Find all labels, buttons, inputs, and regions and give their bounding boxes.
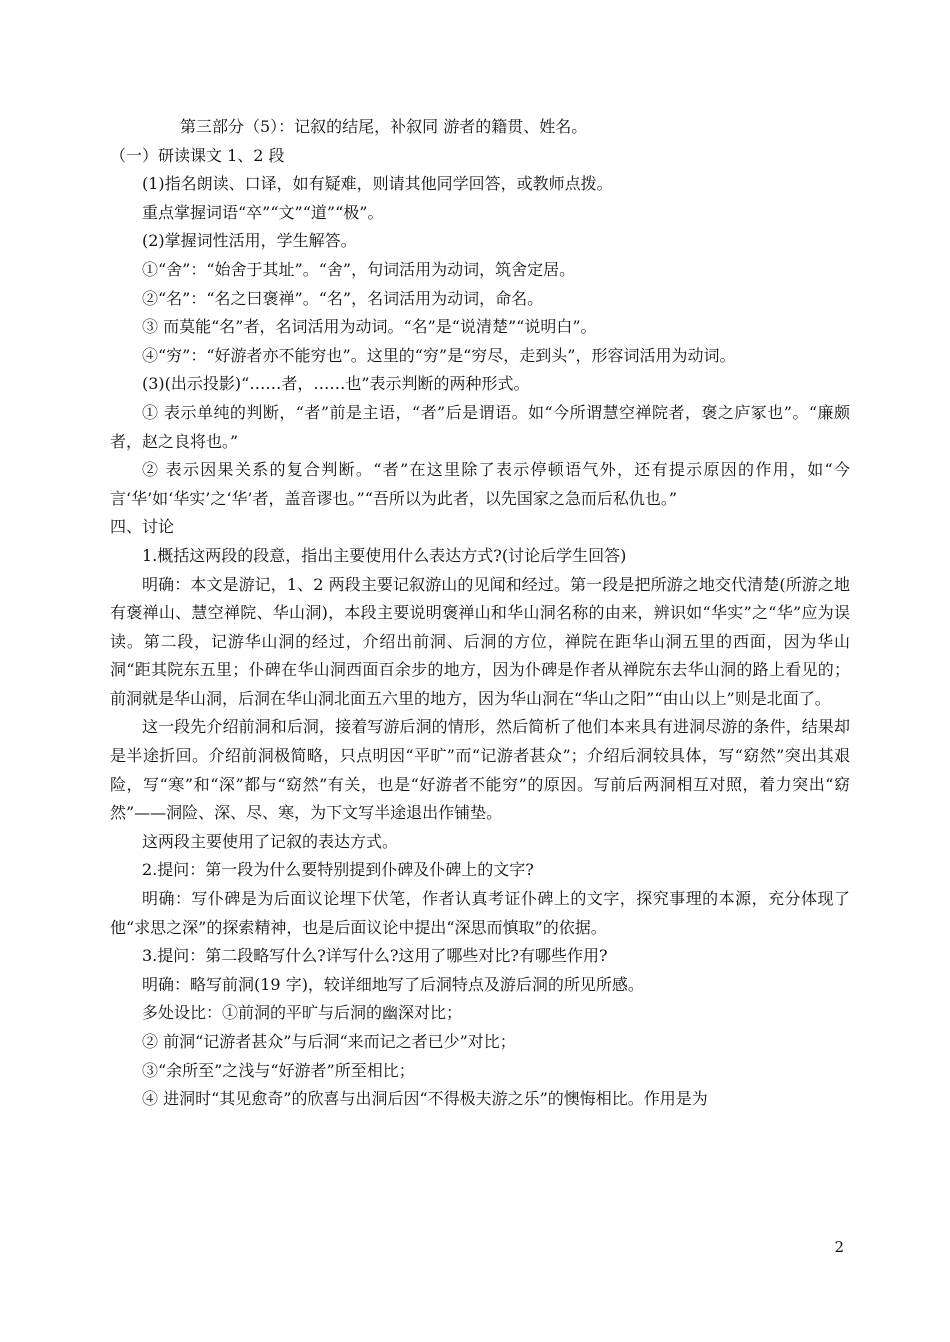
paragraph: 重点掌握词语“卒”“文”“道”“极”。 bbox=[142, 202, 384, 222]
paragraph: (2)掌握词性活用，学生解答。 bbox=[142, 231, 357, 251]
paragraph: 这两段主要使用了记叙的表达方式。 bbox=[142, 831, 399, 851]
document-body bbox=[110, 113, 850, 1114]
paragraph: 第三部分（5）：记叙的结尾，补叙同 游者的籍贯、姓名。 bbox=[180, 117, 588, 136]
paragraph: 明确：写仆碑是为后面议论埋下伏笔，作者认真考证仆碑上的文字，探究事理的本源，充分体现了他“求思之深”的探索精神，也是后面议论中提出“深思而慎取”的依据。 bbox=[110, 889, 850, 937]
paragraph: 3.提问：第二段略写什么?详写什么?这用了哪些对比?有哪些作用? bbox=[142, 946, 608, 966]
page-number: 2 bbox=[834, 1238, 844, 1256]
paragraph: ①“舍”：“始舍于其址”。“舍”，句词活用为动词，筑舍定居。 bbox=[142, 259, 576, 279]
paragraph: ③ 而莫能“名”者，名词活用为动词。“名”是“说清楚”“说明白”。 bbox=[142, 317, 597, 337]
paragraph: 2.提问：第一段为什么要特别提到仆碑及仆碑上的文字? bbox=[142, 860, 534, 880]
paragraph: ② 表示因果关系的复合判断。“者”在这里除了表示停顿语气外，还有提示原因的作用，如“今言‘华’如‘华实’之‘华’者，盖音谬也。”“吾所以为此者，以先国家之急而后私仇也。” bbox=[110, 460, 850, 508]
paragraph: 四、讨论 bbox=[110, 517, 175, 537]
paragraph: 这一段先介绍前洞和后洞，接着写游后洞的情形，然后简析了他们本来具有进洞尽游的条件，结果却是半途折回。介绍前洞极简略，只点明因“平旷”而“记游者甚众”；介绍后洞较具体，写“窈然”突出其艰险，写“寒”和“深”都与“窈然”有关，也是“好游者不能穷”的原因。写前后两洞相互对照，着力突出“窈然”——洞险、深、尽、寒，为下文写半途退出作铺垫。 bbox=[110, 717, 850, 823]
paragraph: 明确：本文是游记，1、2 两段主要记叙游山的见闻和经过。第一段是把所游之地交代清楚(所游之地有褒禅山、慧空禅院、华山洞)，本段主要说明褒禅山和华山洞名称的由来，辨识如“华实”之“华”应为误读。第二段，记游华山洞的经过，介绍出前洞、后洞的方位，禅院在距华山洞五里的西面，因为华山洞“距其院东五里；仆碑在华山洞西面百余步的地方，因为仆碑是作者从禅院东去华山洞的路上看见的；前洞就是华山洞，后洞在华山洞北面五六里的地方，因为华山洞在“华山之阳”“由山以上”则是北面了。 bbox=[110, 574, 850, 708]
paragraph: (1)指名朗读、口译，如有疑难，则请其他同学回答，或教师点拨。 bbox=[142, 174, 613, 194]
paragraph: 多处设比：①前洞的平旷与后洞的幽深对比； bbox=[142, 1003, 463, 1023]
paragraph: ④“穷”：“好游者亦不能穷也”。这里的“穷”是“穷尽，走到头”，形容词活用为动词。 bbox=[142, 345, 736, 365]
paragraph: ② 前洞“记游者甚众”与后洞“来而记之者已少”对比； bbox=[142, 1032, 516, 1051]
paragraph: 1.概括这两段的段意，指出主要使用什么表达方式?(讨论后学生回答) bbox=[142, 545, 627, 565]
paragraph: (3)(出示投影)“……者，……也”表示判断的两种形式。 bbox=[142, 374, 530, 394]
paragraph: ②“名”：“名之曰褒禅”。“名”，名词活用为动词，命名。 bbox=[142, 288, 544, 308]
paragraph: ③“余所至”之浅与“好游者”所至相比； bbox=[142, 1060, 415, 1080]
paragraph: ① 表示单纯的判断，“者”前是主语，“者”后是谓语。如“今所谓慧空禅院者，褒之庐冢也”。“廉颇者，赵之良将也。” bbox=[110, 402, 850, 451]
paragraph: ④ 进洞时“其见愈奇”的欣喜与出洞后因“不得极夫游之乐”的懊悔相比。作用是为 bbox=[142, 1089, 708, 1109]
paragraph: 明确：略写前洞(19 字)，较详细地写了后洞特点及游后洞的所见所感。 bbox=[142, 974, 644, 994]
paragraph: （一）研读课文 1、2 段 bbox=[110, 145, 285, 165]
